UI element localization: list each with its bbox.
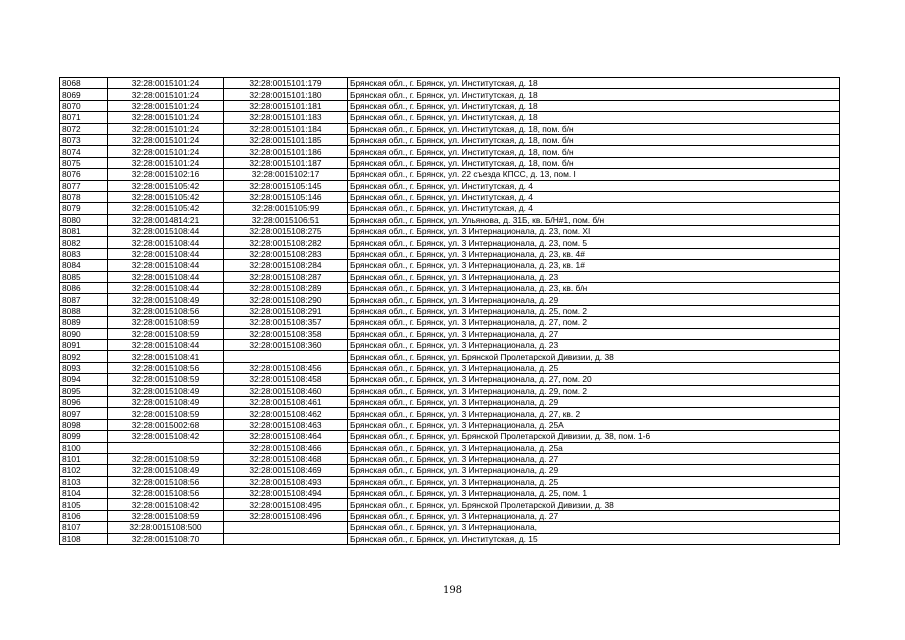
row-number-cell: 8075 xyxy=(60,157,108,168)
source-cadastral-number-cell: 32:28:0015108:59 xyxy=(108,374,224,385)
address-cell: Брянская обл., г. Брянск, ул. 3 Интернационала, д. 23 xyxy=(348,339,840,350)
source-cadastral-number-cell: 32:28:0015108:49 xyxy=(108,385,224,396)
cadastral-number-cell: 32:28:0015101:185 xyxy=(224,134,348,145)
address-cell: Брянская обл., г. Брянск, ул. Институтская, д. 18 xyxy=(348,100,840,111)
cadastral-number-cell: 32:28:0015108:460 xyxy=(224,385,348,396)
source-cadastral-number-cell: 32:28:0015101:24 xyxy=(108,134,224,145)
table-row xyxy=(60,226,840,237)
row-number-cell: 8087 xyxy=(60,294,108,305)
table-row xyxy=(60,157,840,168)
table-row xyxy=(60,78,840,89)
address-cell: Брянская обл., г. Брянск, ул. 3 Интернационала, д. 23, кв. 4# xyxy=(348,248,840,259)
table-row xyxy=(60,146,840,157)
cadastral-number-cell: 32:28:0015108:461 xyxy=(224,396,348,407)
cadastral-number-cell: 32:28:0015108:360 xyxy=(224,339,348,350)
table-row xyxy=(60,533,840,544)
address-cell: Брянская обл., г. Брянск, ул. Институтская, д. 18 xyxy=(348,89,840,100)
source-cadastral-number-cell: 32:28:0015108:49 xyxy=(108,396,224,407)
address-cell: Брянская обл., г. Брянск, ул. 3 Интернационала, д. 23 xyxy=(348,271,840,282)
cadastral-number-cell xyxy=(224,522,348,533)
address-cell: Брянская обл., г. Брянск, ул. Институтская, д. 18, пом. б/н xyxy=(348,146,840,157)
cadastral-number-cell: 32:28:0015108:469 xyxy=(224,465,348,476)
address-cell: Брянская обл., г. Брянск, ул. 3 Интернационала, д. 23, пом. 5 xyxy=(348,237,840,248)
table-row xyxy=(60,419,840,430)
cadastral-number-cell: 32:28:0015108:458 xyxy=(224,374,348,385)
address-cell: Брянская обл., г. Брянск, ул. 3 Интернационала, д. 27 xyxy=(348,328,840,339)
table-row xyxy=(60,89,840,100)
table-row xyxy=(60,442,840,453)
row-number-cell: 8083 xyxy=(60,248,108,259)
address-cell: Брянская обл., г. Брянск, ул. 3 Интернационала, д. 25а xyxy=(348,442,840,453)
source-cadastral-number-cell: 32:28:0015108:44 xyxy=(108,339,224,350)
address-cell: Брянская обл., г. Брянск, ул. 3 Интернационала, д. 25, пом. 2 xyxy=(348,305,840,316)
source-cadastral-number-cell: 32:28:0015108:59 xyxy=(108,317,224,328)
address-cell: Брянская обл., г. Брянск, ул. Институтская, д. 18, пом. б/н xyxy=(348,157,840,168)
cadastral-number-cell: 32:28:0015101:187 xyxy=(224,157,348,168)
row-number-cell: 8088 xyxy=(60,305,108,316)
address-cell: Брянская обл., г. Брянск, ул. Институтская, д. 18 xyxy=(348,78,840,89)
cadastral-number-cell: 32:28:0015108:463 xyxy=(224,419,348,430)
cadastral-number-cell: 32:28:0015108:464 xyxy=(224,431,348,442)
row-number-cell: 8084 xyxy=(60,260,108,271)
cadastral-number-cell xyxy=(224,533,348,544)
row-number-cell: 8108 xyxy=(60,533,108,544)
source-cadastral-number-cell: 32:28:0015108:44 xyxy=(108,237,224,248)
cadastral-number-cell: 32:28:0015105:99 xyxy=(224,203,348,214)
row-number-cell: 8072 xyxy=(60,123,108,134)
cadastral-number-cell: 32:28:0015108:496 xyxy=(224,510,348,521)
source-cadastral-number-cell: 32:28:0015105:42 xyxy=(108,191,224,202)
registry-table xyxy=(59,77,840,545)
table-row xyxy=(60,476,840,487)
address-cell: Брянская обл., г. Брянск, ул. Институтская, д. 4 xyxy=(348,191,840,202)
row-number-cell: 8098 xyxy=(60,419,108,430)
row-number-cell: 8095 xyxy=(60,385,108,396)
table-row xyxy=(60,271,840,282)
source-cadastral-number-cell: 32:28:0015108:56 xyxy=(108,488,224,499)
address-cell: Брянская обл., г. Брянск, ул. Институтская, д. 18, пом. б/н xyxy=(348,134,840,145)
table-row xyxy=(60,248,840,259)
cadastral-number-cell: 32:28:0015108:468 xyxy=(224,453,348,464)
cadastral-number-cell: 32:28:0015101:181 xyxy=(224,100,348,111)
row-number-cell: 8090 xyxy=(60,328,108,339)
cadastral-number-cell: 32:28:0015101:186 xyxy=(224,146,348,157)
cadastral-number-cell xyxy=(224,351,348,362)
address-cell: Брянская обл., г. Брянск, ул. 3 Интернационала, д. 23, кв. 1# xyxy=(348,260,840,271)
row-number-cell: 8076 xyxy=(60,169,108,180)
cadastral-number-cell: 32:28:0015105:145 xyxy=(224,180,348,191)
table-row xyxy=(60,180,840,191)
row-number-cell: 8068 xyxy=(60,78,108,89)
address-cell: Брянская обл., г. Брянск, ул. 3 Интернационала, д. 27, кв. 2 xyxy=(348,408,840,419)
source-cadastral-number-cell: 32:28:0015108:44 xyxy=(108,260,224,271)
cadastral-number-cell: 32:28:0015105:146 xyxy=(224,191,348,202)
row-number-cell: 8096 xyxy=(60,396,108,407)
address-cell: Брянская обл., г. Брянск, ул. 3 Интернационала, д. 29 xyxy=(348,294,840,305)
row-number-cell: 8070 xyxy=(60,100,108,111)
source-cadastral-number-cell: 32:28:0015108:56 xyxy=(108,362,224,373)
address-cell: Брянская обл., г. Брянск, ул. 3 Интернационала, д. 25, пом. 1 xyxy=(348,488,840,499)
source-cadastral-number-cell: 32:28:0015108:59 xyxy=(108,408,224,419)
source-cadastral-number-cell: 32:28:0015108:41 xyxy=(108,351,224,362)
source-cadastral-number-cell: 32:28:0015105:42 xyxy=(108,203,224,214)
row-number-cell: 8074 xyxy=(60,146,108,157)
row-number-cell: 8101 xyxy=(60,453,108,464)
row-number-cell: 8094 xyxy=(60,374,108,385)
row-number-cell: 8086 xyxy=(60,283,108,294)
table-row xyxy=(60,385,840,396)
table-row xyxy=(60,123,840,134)
row-number-cell: 8093 xyxy=(60,362,108,373)
source-cadastral-number-cell: 32:28:0015101:24 xyxy=(108,112,224,123)
row-number-cell: 8085 xyxy=(60,271,108,282)
cadastral-number-cell: 32:28:0015108:287 xyxy=(224,271,348,282)
address-cell: Брянская обл., г. Брянск, ул. 3 Интернационала, д. 23, кв. б/н xyxy=(348,283,840,294)
address-cell: Брянская обл., г. Брянск, ул. Институтская, д. 18, пом. б/н xyxy=(348,123,840,134)
table-row xyxy=(60,112,840,123)
cadastral-number-cell: 32:28:0015108:284 xyxy=(224,260,348,271)
table-row xyxy=(60,465,840,476)
table-row xyxy=(60,214,840,225)
address-cell: Брянская обл., г. Брянск, ул. Брянской Пролетарской Дивизии, д. 38 xyxy=(348,351,840,362)
table-row xyxy=(60,260,840,271)
source-cadastral-number-cell: 32:28:0015002:68 xyxy=(108,419,224,430)
row-number-cell: 8105 xyxy=(60,499,108,510)
cadastral-number-cell: 32:28:0015108:357 xyxy=(224,317,348,328)
source-cadastral-number-cell: 32:28:0015108:44 xyxy=(108,248,224,259)
row-number-cell: 8104 xyxy=(60,488,108,499)
address-cell: Брянская обл., г. Брянск, ул. 3 Интернационала, xyxy=(348,522,840,533)
address-cell: Брянская обл., г. Брянск, ул. 3 Интернационала, д. 29, пом. 2 xyxy=(348,385,840,396)
table-row xyxy=(60,453,840,464)
row-number-cell: 8082 xyxy=(60,237,108,248)
row-number-cell: 8099 xyxy=(60,431,108,442)
address-cell: Брянская обл., г. Брянск, ул. 3 Интернационала, д. 27 xyxy=(348,510,840,521)
cadastral-number-cell: 32:28:0015108:466 xyxy=(224,442,348,453)
table-row xyxy=(60,351,840,362)
row-number-cell: 8100 xyxy=(60,442,108,453)
table-row xyxy=(60,305,840,316)
row-number-cell: 8097 xyxy=(60,408,108,419)
address-cell: Брянская обл., г. Брянск, ул. 3 Интернационала, д. 25А xyxy=(348,419,840,430)
table-row xyxy=(60,499,840,510)
source-cadastral-number-cell: 32:28:0015108:44 xyxy=(108,283,224,294)
row-number-cell: 8080 xyxy=(60,214,108,225)
source-cadastral-number-cell: 32:28:0015101:24 xyxy=(108,157,224,168)
cadastral-number-cell: 32:28:0015108:291 xyxy=(224,305,348,316)
table-row xyxy=(60,317,840,328)
address-cell: Брянская обл., г. Брянск, ул. 3 Интернационала, д. 29 xyxy=(348,465,840,476)
cadastral-number-cell: 32:28:0015108:358 xyxy=(224,328,348,339)
address-cell: Брянская обл., г. Брянск, ул. Институтская, д. 4 xyxy=(348,180,840,191)
source-cadastral-number-cell: 32:28:0015101:24 xyxy=(108,100,224,111)
address-cell: Брянская обл., г. Брянск, ул. Брянской Пролетарской Дивизии, д. 38, пом. 1-6 xyxy=(348,431,840,442)
cadastral-number-cell: 32:28:0015101:183 xyxy=(224,112,348,123)
table-row xyxy=(60,134,840,145)
row-number-cell: 8106 xyxy=(60,510,108,521)
address-cell: Брянская обл., г. Брянск, ул. 3 Интернационала, д. 27, пом. 20 xyxy=(348,374,840,385)
registry-table-body xyxy=(60,78,840,545)
source-cadastral-number-cell: 32:28:0015108:49 xyxy=(108,294,224,305)
source-cadastral-number-cell: 32:28:0015108:44 xyxy=(108,271,224,282)
address-cell: Брянская обл., г. Брянск, ул. 3 Интернационала, д. 23, пом. XI xyxy=(348,226,840,237)
table-row xyxy=(60,169,840,180)
row-number-cell: 8103 xyxy=(60,476,108,487)
source-cadastral-number-cell: 32:28:0015101:24 xyxy=(108,123,224,134)
source-cadastral-number-cell: 32:28:0015108:59 xyxy=(108,328,224,339)
source-cadastral-number-cell: 32:28:0015108:44 xyxy=(108,226,224,237)
cadastral-number-cell: 32:28:0015106:51 xyxy=(224,214,348,225)
row-number-cell: 8091 xyxy=(60,339,108,350)
address-cell: Брянская обл., г. Брянск, ул. 22 съезда КПСС, д. 13, пом. I xyxy=(348,169,840,180)
cadastral-number-cell: 32:28:0015101:179 xyxy=(224,78,348,89)
source-cadastral-number-cell: 32:28:0015108:59 xyxy=(108,453,224,464)
row-number-cell: 8069 xyxy=(60,89,108,100)
row-number-cell: 8071 xyxy=(60,112,108,123)
source-cadastral-number-cell: 32:28:0015108:56 xyxy=(108,476,224,487)
address-cell: Брянская обл., г. Брянск, ул. Брянской Пролетарской Дивизии, д. 38 xyxy=(348,499,840,510)
address-cell: Брянская обл., г. Брянск, ул. Институтская, д. 4 xyxy=(348,203,840,214)
cadastral-number-cell: 32:28:0015108:290 xyxy=(224,294,348,305)
cadastral-number-cell: 32:28:0015108:462 xyxy=(224,408,348,419)
source-cadastral-number-cell: 32:28:0015108:500 xyxy=(108,522,224,533)
address-cell: Брянская обл., г. Брянск, ул. 3 Интернационала, д. 27 xyxy=(348,453,840,464)
table-row xyxy=(60,328,840,339)
table-row xyxy=(60,203,840,214)
source-cadastral-number-cell: 32:28:0015108:56 xyxy=(108,305,224,316)
source-cadastral-number-cell: 32:28:0015101:24 xyxy=(108,78,224,89)
row-number-cell: 8078 xyxy=(60,191,108,202)
source-cadastral-number-cell: 32:28:0015108:42 xyxy=(108,431,224,442)
table-row xyxy=(60,408,840,419)
table-row xyxy=(60,100,840,111)
table-row xyxy=(60,339,840,350)
table-row xyxy=(60,374,840,385)
table-row xyxy=(60,522,840,533)
source-cadastral-number-cell: 32:28:0015108:42 xyxy=(108,499,224,510)
table-row xyxy=(60,362,840,373)
source-cadastral-number-cell: 32:28:0015108:70 xyxy=(108,533,224,544)
cadastral-number-cell: 32:28:0015101:180 xyxy=(224,89,348,100)
row-number-cell: 8107 xyxy=(60,522,108,533)
address-cell: Брянская обл., г. Брянск, ул. Институтская, д. 18 xyxy=(348,112,840,123)
source-cadastral-number-cell: 32:28:0015108:59 xyxy=(108,510,224,521)
cadastral-number-cell: 32:28:0015108:494 xyxy=(224,488,348,499)
table-row xyxy=(60,237,840,248)
source-cadastral-number-cell: 32:28:0015101:24 xyxy=(108,89,224,100)
cadastral-number-cell: 32:28:0015101:184 xyxy=(224,123,348,134)
cadastral-number-cell: 32:28:0015108:282 xyxy=(224,237,348,248)
row-number-cell: 8089 xyxy=(60,317,108,328)
cadastral-number-cell: 32:28:0015108:289 xyxy=(224,283,348,294)
source-cadastral-number-cell: 32:28:0015105:42 xyxy=(108,180,224,191)
source-cadastral-number-cell: 32:28:0015102:16 xyxy=(108,169,224,180)
table-row xyxy=(60,396,840,407)
cadastral-number-cell: 32:28:0015108:456 xyxy=(224,362,348,373)
cadastral-number-cell: 32:28:0015108:493 xyxy=(224,476,348,487)
cadastral-number-cell: 32:28:0015108:283 xyxy=(224,248,348,259)
row-number-cell: 8079 xyxy=(60,203,108,214)
table-row xyxy=(60,431,840,442)
cadastral-number-cell: 32:28:0015108:275 xyxy=(224,226,348,237)
row-number-cell: 8092 xyxy=(60,351,108,362)
address-cell: Брянская обл., г. Брянск, ул. 3 Интернационала, д. 29 xyxy=(348,396,840,407)
cadastral-number-cell: 32:28:0015102:17 xyxy=(224,169,348,180)
table-row xyxy=(60,283,840,294)
address-cell: Брянская обл., г. Брянск, ул. Ульянова, д. 31Б, кв. Б/Н#1, пом. б/н xyxy=(348,214,840,225)
address-cell: Брянская обл., г. Брянск, ул. 3 Интернационала, д. 27, пом. 2 xyxy=(348,317,840,328)
source-cadastral-number-cell: 32:28:0014814:21 xyxy=(108,214,224,225)
address-cell: Брянская обл., г. Брянск, ул. 3 Интернационала, д. 25 xyxy=(348,362,840,373)
row-number-cell: 8102 xyxy=(60,465,108,476)
table-row xyxy=(60,191,840,202)
table-row xyxy=(60,294,840,305)
page-number: 198 xyxy=(442,585,463,596)
address-cell: Брянская обл., г. Брянск, ул. 3 Интернационала, д. 25 xyxy=(348,476,840,487)
source-cadastral-number-cell xyxy=(108,442,224,453)
table-row xyxy=(60,488,840,499)
source-cadastral-number-cell: 32:28:0015101:24 xyxy=(108,146,224,157)
source-cadastral-number-cell: 32:28:0015108:49 xyxy=(108,465,224,476)
row-number-cell: 8073 xyxy=(60,134,108,145)
table-row xyxy=(60,510,840,521)
cadastral-number-cell: 32:28:0015108:495 xyxy=(224,499,348,510)
address-cell: Брянская обл., г. Брянск, ул. Институтская, д. 15 xyxy=(348,533,840,544)
row-number-cell: 8077 xyxy=(60,180,108,191)
row-number-cell: 8081 xyxy=(60,226,108,237)
